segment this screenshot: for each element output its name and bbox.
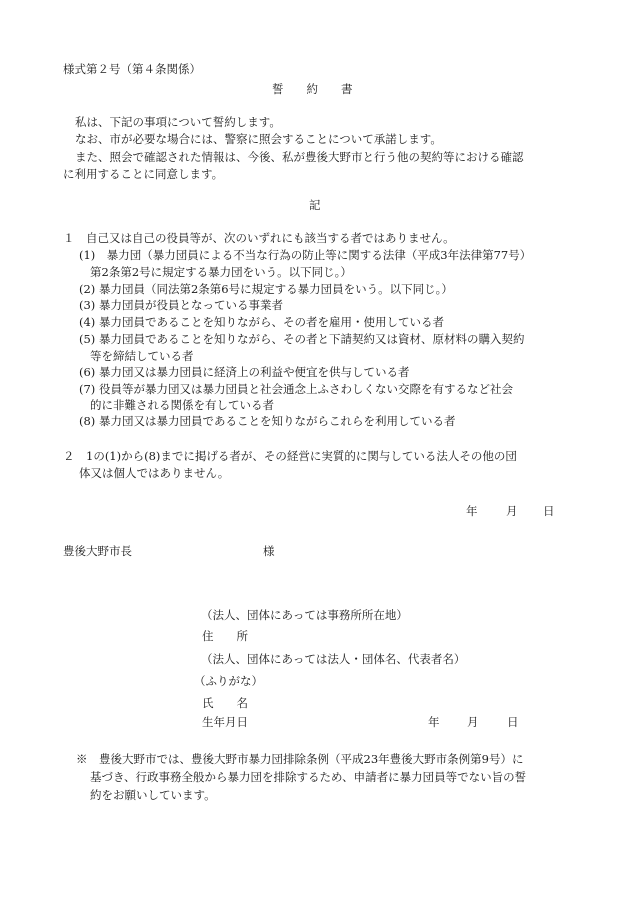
section-1-item-5-cont: 等を締結している者 <box>90 349 194 363</box>
intro-line-2: なお、市が必要な場合には、警察に照会することについて承諾します。 <box>75 132 442 146</box>
date-year: 年 <box>466 504 478 518</box>
section-1-item-1-cont: 第2条第2号に規定する暴力団をいう。以下同じ。） <box>90 265 352 279</box>
document-title: 誓 約 書 <box>272 82 353 96</box>
birth-date-label: 生年月日 <box>202 715 248 729</box>
section-1-item-7: (7) 役員等が暴力団又は暴力団員と社会通念上ふさわしくない交際を有するなど社会 <box>79 382 513 396</box>
ki-heading: 記 <box>309 198 321 212</box>
section-1-item-3: (3) 暴力団員が役員となっている事業者 <box>79 298 283 312</box>
name-note: （法人、団体にあっては法人・団体名、代表者名） <box>201 652 466 666</box>
note-line-1: ※ 豊後大野市では、豊後大野市暴力団排除条例（平成23年豊後大野市条例第9号）に <box>76 752 524 766</box>
section-1-heading: １ 自己又は自己の役員等が、次のいずれにも該当する者ではありません。 <box>63 231 455 245</box>
section-1-item-1: (1) 暴力団（暴力団員による不当な行為の防止等に関する法律（平成3年法律第77号） <box>79 248 532 262</box>
intro-line-1: 私は、下記の事項について誓約します。 <box>75 115 281 129</box>
date-month: 月 <box>506 504 518 518</box>
address-label: 住 所 <box>202 629 248 643</box>
date-day: 日 <box>543 504 555 518</box>
form-number: 様式第２号（第４条関係） <box>63 62 201 76</box>
intro-line-4: に利用することに同意します。 <box>63 167 224 181</box>
birth-month: 月 <box>467 715 479 729</box>
addressee-name: 豊後大野市長 <box>63 544 132 558</box>
birth-day: 日 <box>507 715 519 729</box>
section-1-item-4: (4) 暴力団員であることを知りながら、その者を雇用・使用している者 <box>79 315 444 329</box>
section-1-item-2: (2) 暴力団員（同法第2条第6号に規定する暴力団員をいう。以下同じ。） <box>79 282 453 296</box>
addressee-honorific: 様 <box>263 544 275 558</box>
section-1-item-6: (6) 暴力団又は暴力団員に経済上の利益や便宜を供与している者 <box>79 365 410 379</box>
address-note: （法人、団体にあっては事務所所在地） <box>201 608 408 622</box>
intro-line-3: また、照会で確認された情報は、今後、私が豊後大野市と行う他の契約等における確認 <box>75 150 524 164</box>
furigana-label: （ふりがな） <box>194 674 263 688</box>
name-label: 氏 名 <box>202 696 248 710</box>
section-1-item-7-cont: 的に非難される関係を有している者 <box>90 398 274 412</box>
birth-year: 年 <box>428 715 440 729</box>
note-line-3: 約をお願いしています。 <box>90 788 216 802</box>
section-1-item-5: (5) 暴力団員であることを知りながら、その者と下請契約又は資材、原材料の購入契約 <box>79 332 525 346</box>
note-line-2: 基づき、行政事務全般から暴力団を排除するため、申請者に暴力団員等でない旨の誓 <box>90 770 527 784</box>
section-2-line-2: 体又は個人ではありません。 <box>79 466 230 480</box>
section-1-item-8: (8) 暴力団又は暴力団員であることを知りながらこれらを利用している者 <box>79 414 456 428</box>
section-2-line-1: ２ 1の(1)から(8)までに掲げる者が、その経営に実質的に関与している法人その他の団 <box>63 449 517 463</box>
